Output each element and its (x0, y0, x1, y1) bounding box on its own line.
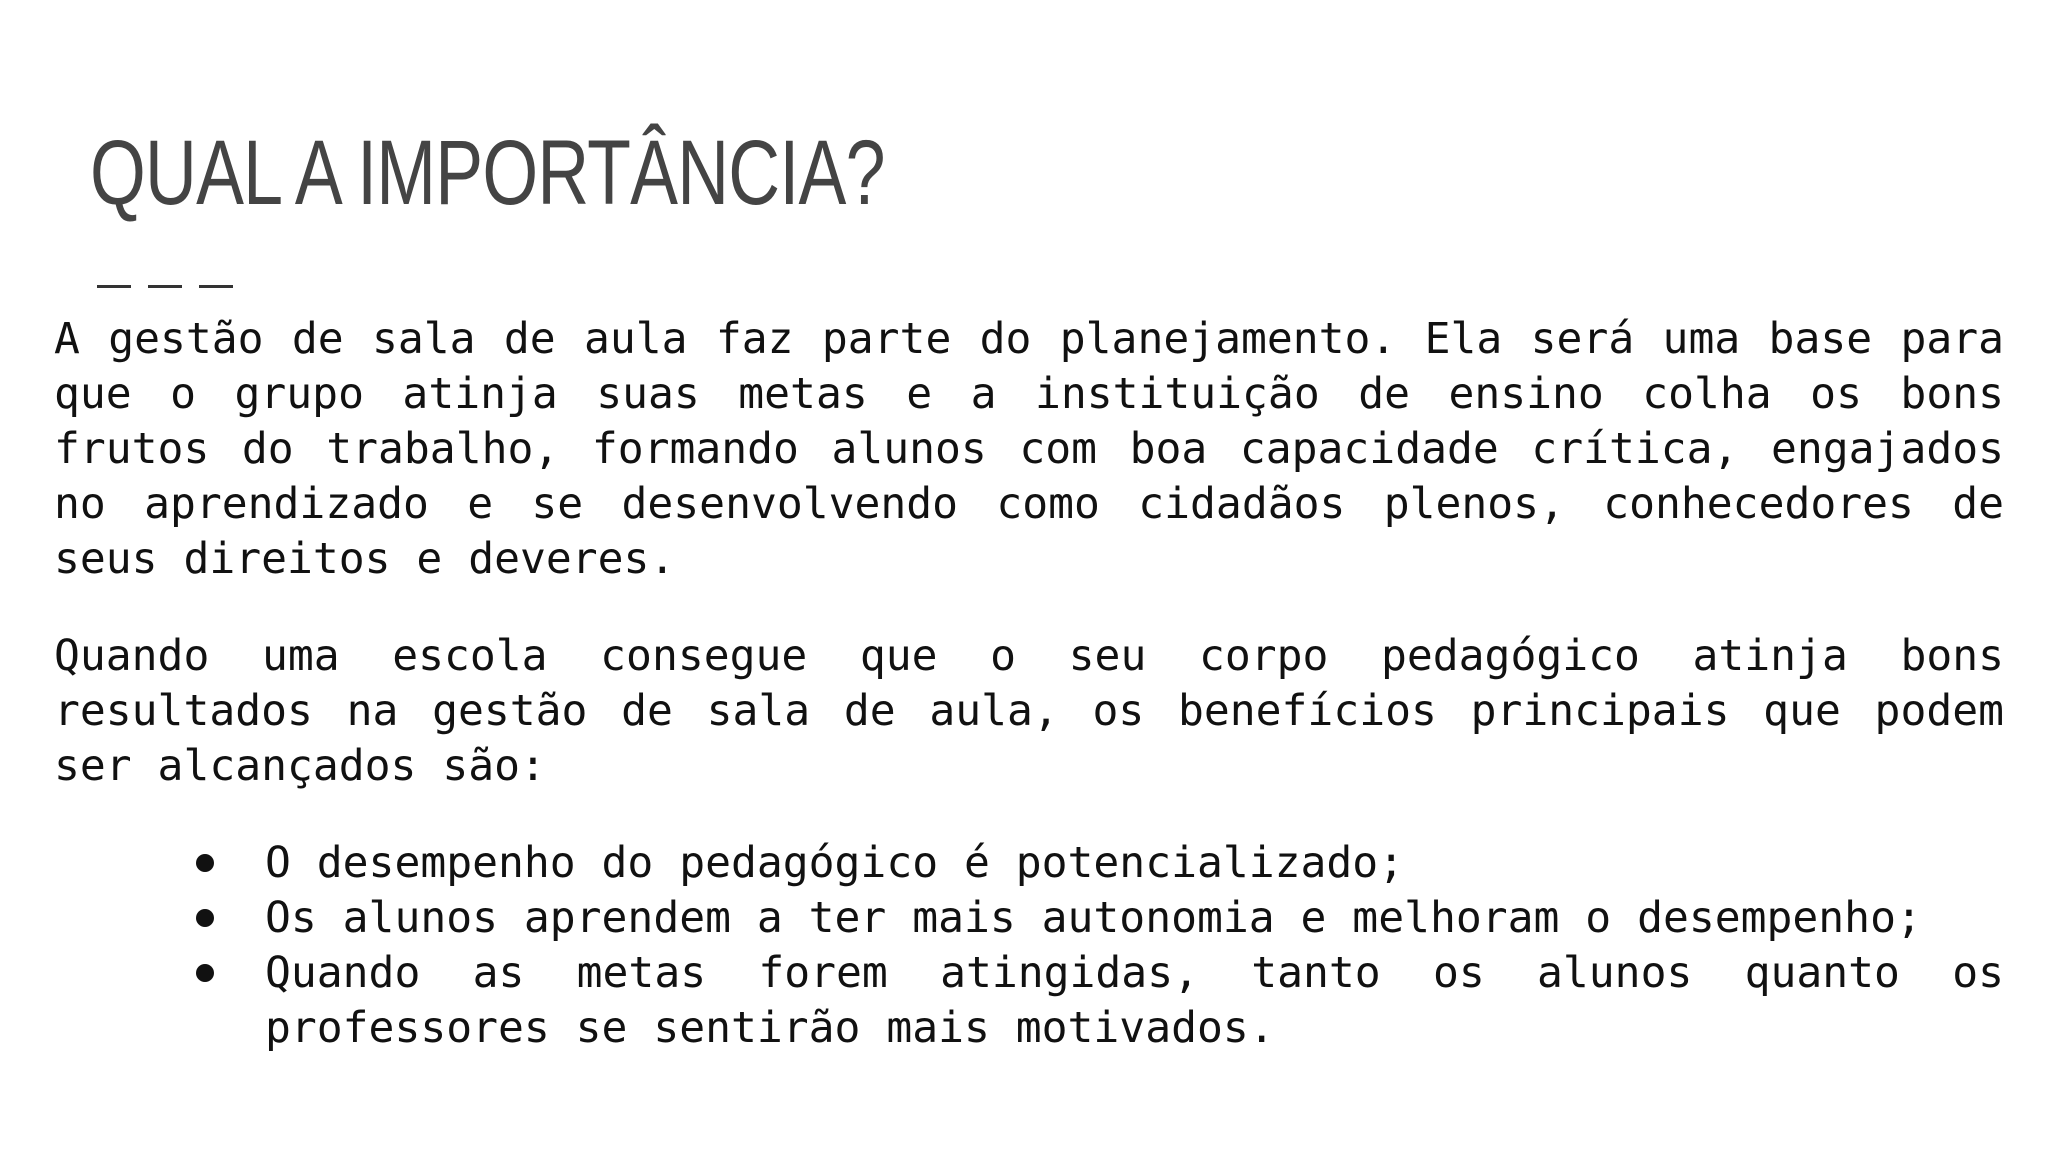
list-item-text: Os alunos aprendem a ter mais autonomia e melhoram o desempenho; (265, 893, 1922, 943)
list-item-text: Quando as metas forem atingidas, tanto os alunos quanto os professores se sentirão mais motivados. (265, 948, 2004, 1053)
bullet-icon (196, 909, 214, 927)
paragraph-benefits: Quando uma escola consegue que o seu corpo pedagógico atinja bons resultados na gestão de sala de aula, os benefícios principais que podem ser alcançados são: (54, 631, 2004, 791)
list-item (265, 946, 2004, 1056)
list-item (265, 836, 2004, 891)
bullet-icon (196, 964, 214, 982)
slide-title: QUAL A IMPORTÂNCIA? (90, 122, 885, 224)
bullet-icon (196, 854, 214, 872)
slide-body (54, 312, 2004, 1056)
list-item (265, 891, 2004, 946)
list-item-text: O desempenho do pedagógico é potencializado; (265, 838, 1405, 888)
paragraph-intro: A gestão de sala de aula faz parte do planejamento. Ela será uma base para que o grupo atinja suas metas e a instituição de ensino colha os bons frutos do trabalho, formando alunos com boa capacidade crítica, engajados no aprendizado e se desenvolvendo como cidadãos plenos, conhecedores de seus direitos e deveres. (54, 314, 2004, 584)
benefits-list (54, 836, 2004, 1056)
title-divider (97, 285, 233, 288)
